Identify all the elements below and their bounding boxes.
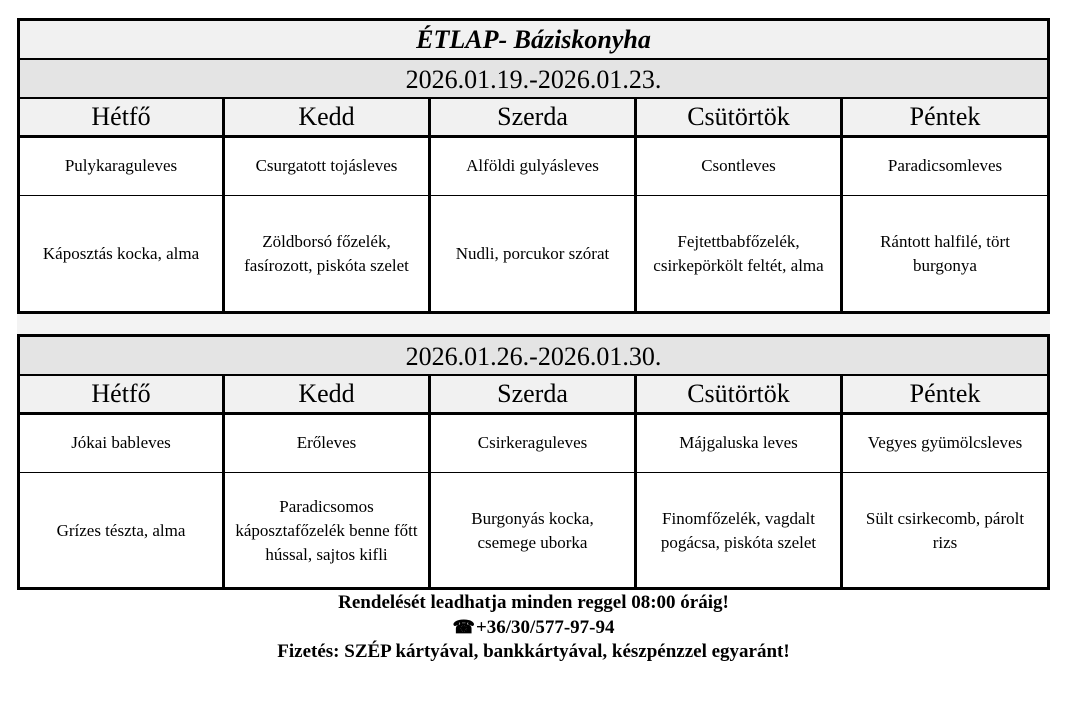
day-header-wednesday: Szerda	[431, 99, 637, 138]
day-header-tuesday: Kedd	[225, 99, 431, 138]
main-course-cell: Paradicsomos káposztafőzelék benne főtt hússal, sajtos kifli	[225, 473, 431, 588]
soup-cell: Paradicsomleves	[843, 138, 1047, 196]
menu-title: ÉTLAP- Báziskonyha	[20, 21, 1047, 60]
section-divider	[17, 314, 1050, 334]
soup-cell: Jókai bableves	[20, 415, 225, 473]
day-header-monday: Hétfő	[20, 376, 225, 415]
footer-info	[17, 591, 1050, 664]
soup-cell: Csontleves	[637, 138, 843, 196]
soup-cell: Erőleves	[225, 415, 431, 473]
main-course-cell: Zöldborsó főzelék, fasírozott, piskóta szelet	[225, 196, 431, 312]
main-course-cell: Sült csirkecomb, párolt rizs	[865, 508, 1025, 552]
main-course-cell: Grízes tészta, alma	[20, 473, 225, 588]
week-2-menu-table	[17, 334, 1050, 590]
day-header-tuesday: Kedd	[225, 376, 431, 415]
week-1-grid	[20, 99, 1047, 312]
day-header-friday: Péntek	[843, 376, 1047, 415]
payment-note: Fizetés: SZÉP kártyával, bankkártyával, készpénzzel egyaránt!	[277, 641, 790, 662]
order-deadline-note: Rendelését leadhatja minden reggel 08:00 óráig!	[338, 592, 729, 613]
day-header-thursday: Csütörtök	[637, 376, 843, 415]
soup-cell: Csirkeraguleves	[431, 415, 637, 473]
main-course-cell: Káposztás kocka, alma	[20, 196, 225, 312]
soup-cell: Alföldi gulyásleves	[431, 138, 637, 196]
day-header-friday: Péntek	[843, 99, 1047, 138]
soup-cell: Vegyes gyümölcsleves	[843, 415, 1047, 473]
week-2-date-range: 2026.01.26.-2026.01.30.	[20, 337, 1047, 376]
telephone-icon: ☎	[452, 617, 475, 637]
week-1-menu-table	[17, 18, 1050, 314]
day-header-thursday: Csütörtök	[637, 99, 843, 138]
week-1-date-range: 2026.01.19.-2026.01.23.	[20, 60, 1047, 99]
main-course-cell: Nudli, porcukor szórat	[431, 196, 637, 312]
main-course-cell: Fejtettbabfőzelék, csirkepörkölt feltét, alma	[637, 196, 843, 312]
soup-cell: Pulykaraguleves	[20, 138, 225, 196]
day-header-monday: Hétfő	[20, 99, 225, 138]
main-course-cell: Burgonyás kocka, csemege uborka	[431, 473, 637, 588]
phone-line	[17, 615, 1050, 640]
phone-number: +36/30/577-97-94	[475, 617, 615, 638]
soup-cell: Csurgatott tojásleves	[225, 138, 431, 196]
main-course-cell: Finomfőzelék, vagdalt pogácsa, piskóta szelet	[637, 473, 843, 588]
week-2-grid	[20, 376, 1047, 588]
soup-cell: Májgaluska leves	[637, 415, 843, 473]
day-header-wednesday: Szerda	[431, 376, 637, 415]
main-course-cell: Rántott halfilé, tört burgonya	[880, 232, 1010, 275]
